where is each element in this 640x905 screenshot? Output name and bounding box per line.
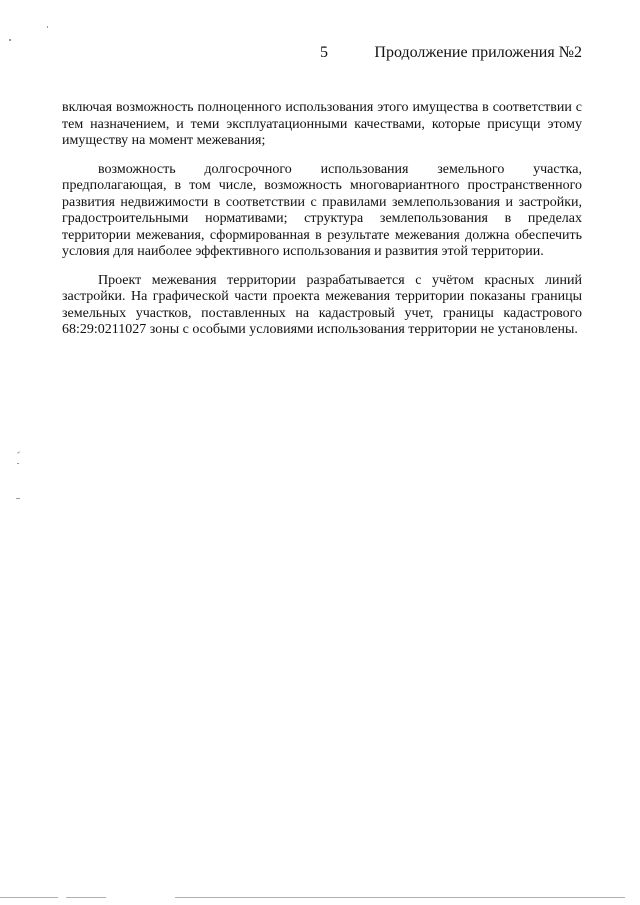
appendix-continuation-label: Продолжение приложения №2 bbox=[374, 44, 582, 61]
scan-mark-left-1 bbox=[17, 451, 20, 453]
document-body bbox=[62, 100, 582, 351]
scan-edge-line-3 bbox=[175, 897, 625, 898]
page-header bbox=[320, 44, 582, 66]
scan-mark-left-3 bbox=[16, 498, 20, 499]
scan-edge-line-2 bbox=[66, 897, 106, 898]
page-number: 5 bbox=[320, 44, 328, 61]
paragraph-1: включая возможность полноценного использования этого имущества в соответствии с тем назначением, и теми эксплуатационными качествами, которые присущи этому имуществу на момент межевания; bbox=[62, 100, 582, 148]
scan-mark-left-2 bbox=[17, 463, 19, 464]
scan-speck-top-left bbox=[9, 39, 11, 41]
paragraph-3: Проект межевания территории разрабатывается с учётом красных линий застройки. На графической части проекта межевания территории показаны границы земельных участков, поставленных на кадастровый учет, границы кадастрового 68:29:0211027 зоны с особыми условиями использования территории не установлены. bbox=[62, 272, 582, 337]
scan-speck-top-left-2 bbox=[47, 26, 48, 28]
scan-edge-line-1 bbox=[0, 897, 58, 898]
paragraph-2: возможность долгосрочного использования земельного участка, предполагающая, в том числе, возможность многовариантного пространственного развития недвижимости в соответствии с правилами землепользования и застройки, градостроительными нормативами; структура землепользования в пределах территории межевания, сформированная в результате межевания должна обеспечить условия для наиболее эффективного использования и развития этой территории. bbox=[62, 161, 582, 259]
